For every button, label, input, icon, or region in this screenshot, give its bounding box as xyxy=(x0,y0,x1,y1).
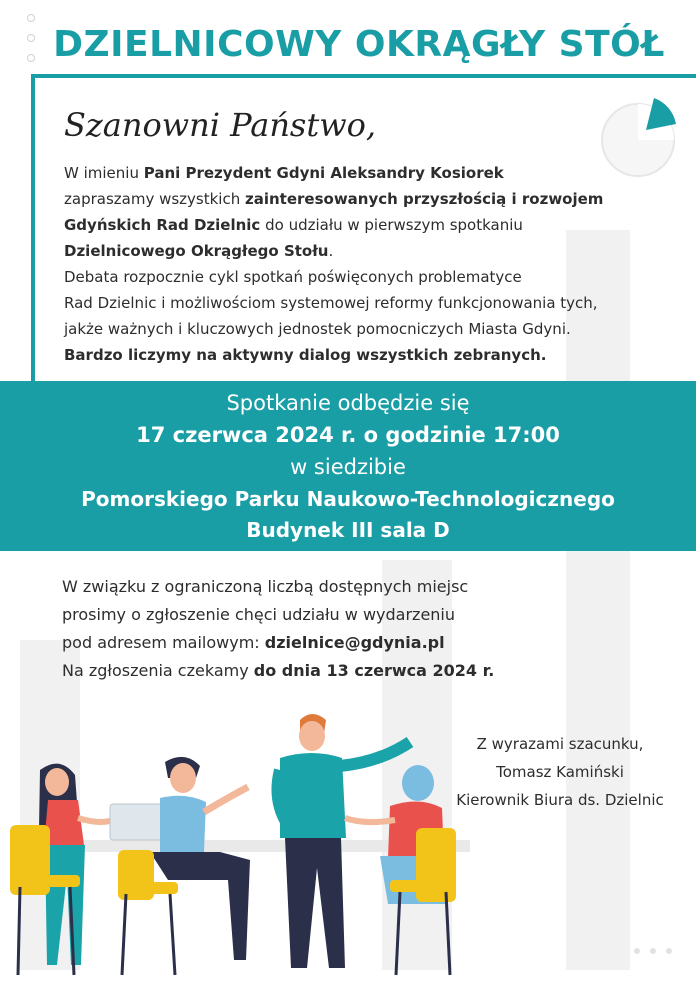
event-room: Budynek III sala D xyxy=(246,518,450,542)
event-banner xyxy=(0,381,696,551)
person-man-glasses xyxy=(150,757,250,960)
signature-block xyxy=(430,730,690,814)
decorative-dots xyxy=(634,948,672,954)
meeting-illustration xyxy=(0,700,480,983)
event-intro: Spotkanie odbędzie się xyxy=(226,391,470,415)
event-date: 17 czerwca 2024 r. o godzinie 17:00 xyxy=(136,423,560,447)
event-location-intro: w siedzibie xyxy=(290,455,406,479)
intro-paragraph: W imieniu Pani Prezydent Gdyni Aleksandry Kosiorek zapraszamy wszystkich zainteresowanych przyszłością i rozwojem Gdyńskich Rad Dzielnic do udziału w pierwszym spotkaniu Dzielnicowego Okrągłego Stołu. Debata rozpocznie cykl spotkań poświęconych problematyce Rad Dzielnic i możliwościom systemowej reformy funkcjonowania tych, jakże ważnych i kluczowych jednostek pomocniczych Miasta Gdyni. Bardzo liczymy na aktywny dialog wszystkich zebranych. xyxy=(64,164,604,364)
signer-name: Tomasz Kamiński xyxy=(496,763,624,781)
email-address: dzielnice@gdynia.pl xyxy=(264,633,445,652)
frame-line-top xyxy=(31,74,696,78)
event-venue: Pomorskiego Parku Naukowo-Technologicznego xyxy=(81,487,615,511)
salutation: Szanowni Państwo, xyxy=(64,106,377,144)
laptop xyxy=(110,804,162,840)
frame-line-left xyxy=(31,74,35,384)
closing: Z wyrazami szacunku, xyxy=(476,735,644,753)
signer-role: Kierownik Biura ds. Dzielnic xyxy=(456,791,664,809)
registration-info: W związku z ograniczoną liczbą dostępnych miejsc prosimy o zgłoszenie chęci udziału w wydarzeniu pod adresem mailowym: dzielnice@gdynia.pl Na zgłoszenia czekamy do dnia 13 czerwca 2024 r. xyxy=(62,577,495,680)
deadline: do dnia 13 czerwca 2024 r. xyxy=(253,661,495,680)
page-title: DZIELNICOWY OKRĄGŁY STÓŁ xyxy=(53,24,665,65)
person-woman-left xyxy=(39,764,118,965)
